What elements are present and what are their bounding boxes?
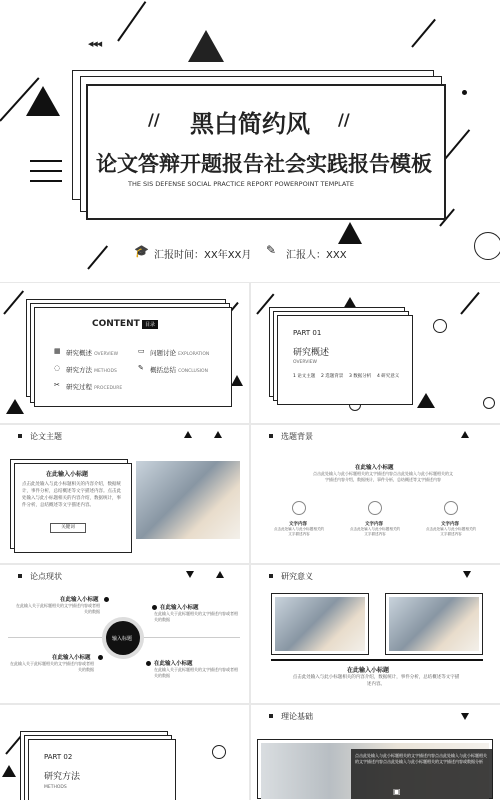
laptop-photo — [389, 597, 479, 651]
hero-slide — [0, 0, 500, 282]
deco-line — [87, 245, 108, 269]
deco-triangle — [231, 375, 243, 386]
deco-line — [117, 1, 146, 41]
status-block-body: 在此输入关于此标题相关的文字描述内容或者相关的数据 — [154, 667, 238, 678]
graduation-cap-icon: 🎓 — [134, 244, 149, 258]
header-square — [269, 434, 273, 438]
part01-slide — [251, 283, 500, 423]
deco-circle — [483, 397, 495, 409]
deco-triangle — [184, 431, 192, 438]
status-block-body: 在此输入关于此标题相关的文字描述内容或者相关的数据 — [16, 603, 100, 614]
background-col-title: 文字内容 — [441, 522, 459, 527]
topic-slide — [0, 425, 249, 563]
header-square — [18, 574, 22, 578]
deco-triangle — [216, 571, 224, 578]
topic-sub: 在此输入小标题 — [46, 471, 89, 478]
hero-subtitle-en: THE SIS DEFENSE SOCIAL PRACTICE REPORT POWERPOINT TEMPLATE — [128, 180, 354, 188]
status-block-body: 在此输入关于此标题相关的文字描述内容或者相关的数据 — [10, 661, 94, 672]
status-block-title: 在此输入小标题 — [52, 655, 91, 661]
deco-dot — [462, 90, 467, 95]
deco-arrows: ◀◀◀ — [88, 40, 102, 48]
part02-en: METHODS — [44, 785, 67, 790]
part02-title: 研究方法 — [44, 772, 81, 782]
contents-item-4[interactable]: 研究过程 PROCEDURE — [66, 383, 123, 391]
deco-triangle — [461, 713, 469, 720]
status-block-title: 在此输入小标题 — [154, 661, 193, 667]
part02-slide — [0, 705, 249, 800]
deco-circle — [212, 745, 226, 759]
part01-item-0[interactable]: 1 论文主题 — [293, 374, 316, 379]
deco-triangle — [214, 431, 222, 438]
deco-circle — [474, 232, 500, 260]
contents-badge: 目录 — [142, 320, 158, 329]
chat-icon: ▭ — [138, 347, 145, 355]
bulb-icon: ◌ — [54, 364, 61, 372]
deco-triangle — [417, 393, 435, 408]
part01-item-3[interactable]: 4 研究意义 — [377, 374, 400, 379]
deco-line — [444, 129, 470, 159]
meaning-body: 点击此处输入与此小标题相关的内容介绍，数据统计，事件分析，总结概述等文字描述内容。 — [292, 675, 460, 687]
underline — [271, 659, 483, 661]
theory-header: 理论基础 — [281, 712, 313, 721]
status-block-body: 在此输入关于此标题相关的文字描述内容或者相关的数据 — [154, 611, 238, 622]
part02-num: PART 02 — [44, 753, 73, 761]
circle-icon — [292, 501, 306, 515]
background-col-body: 点击此处输入与此小标题相关的文字描述内容 — [425, 527, 477, 536]
status-header: 论点现状 — [30, 572, 62, 581]
deco-triangle — [2, 765, 16, 777]
deco-dash — [30, 180, 62, 182]
meaning-sub: 在此输入小标题 — [347, 667, 390, 674]
scissors-icon: ✂ — [54, 381, 60, 389]
hero-slashes-right: // — [338, 110, 350, 129]
topic-keyword-button[interactable]: 关键词 — [50, 523, 86, 533]
contents-slide — [0, 283, 249, 423]
deco-dash — [30, 160, 62, 162]
deco-line — [3, 290, 24, 314]
hero-main-title: 论文答辩开题报告社会实践报告模板 — [96, 152, 432, 176]
deco-dash — [30, 170, 62, 172]
circle-icon — [444, 501, 458, 515]
deco-line — [460, 292, 480, 315]
topic-body: 点击此处输入与此小标题相关的内容介绍，数据统计，事件分析，总结概述等文字描述内容。点击此处输入与此小标题相关的内容介绍，数据统计，事件分析，总结概述等文字描述内容。 — [22, 482, 121, 508]
deco-triangle — [463, 571, 471, 578]
contents-title: CONTENT — [92, 319, 140, 329]
deco-triangle — [338, 222, 362, 244]
typing-photo — [136, 461, 240, 539]
pen-icon: ✎ — [266, 243, 277, 257]
background-col-body: 点击此处输入与此小标题相关的文字描述内容 — [273, 527, 325, 536]
deco-triangle — [186, 571, 194, 578]
contents-item-2[interactable]: 研究方法 METHODS — [66, 366, 117, 374]
part01-num: PART 01 — [293, 329, 322, 337]
deco-triangle — [26, 86, 60, 116]
background-col-title: 文字内容 — [365, 522, 383, 527]
part01-en: OVERVIEW — [293, 360, 317, 365]
background-col-body: 点击此处输入与此小标题相关的文字描述内容 — [349, 527, 401, 536]
typing-photo — [275, 597, 365, 651]
meaning-slide — [251, 565, 500, 703]
hero-time-label: 汇报时间：XX年XX月 — [154, 250, 252, 261]
hero-reporter-label: 汇报人：XXX — [286, 250, 347, 261]
background-sub: 在此输入小标题 — [355, 465, 394, 471]
status-block-title: 在此输入小标题 — [60, 597, 99, 603]
contents-item-1[interactable]: 问题讨论 EXPLORATION — [150, 349, 210, 357]
monitor-icon: ▦ — [54, 347, 61, 355]
status-bullet — [98, 655, 103, 660]
deco-circle — [433, 319, 447, 333]
background-slide — [251, 425, 500, 563]
header-square — [269, 714, 273, 718]
status-bullet — [104, 597, 109, 602]
hero-style-title: 黑白简约风 — [190, 110, 310, 138]
contents-item-0[interactable]: 研究概述 OVERVIEW — [66, 349, 119, 357]
circle-icon — [368, 501, 382, 515]
status-center-label: 输入标题 — [112, 636, 133, 642]
contents-item-3[interactable]: 概括总结 CONCLUSION — [150, 366, 208, 374]
monitor-icon: ▣ — [393, 787, 401, 796]
part01-title: 研究概述 — [293, 348, 330, 358]
meaning-header: 研究意义 — [281, 572, 313, 581]
theory-body: 点击此处输入与此小标题相关的文字描述内容点击此处输入与此小标题相关的文字描述内容点击此处输入与此小标题相关的文字描述内容或数据分析 — [355, 753, 487, 764]
deco-triangle — [6, 399, 24, 414]
pencil-icon: ✎ — [138, 364, 144, 372]
deco-triangle-dotted — [188, 30, 224, 62]
deco-triangle — [461, 431, 469, 438]
background-col-title: 文字内容 — [289, 522, 307, 527]
header-square — [269, 574, 273, 578]
deco-line — [411, 19, 436, 48]
part01-item-1[interactable]: 2 选题背景 — [321, 374, 344, 379]
background-header: 选题背景 — [281, 432, 313, 441]
status-bullet — [146, 661, 151, 666]
header-square — [18, 434, 22, 438]
status-bullet — [152, 605, 157, 610]
topic-header: 论文主题 — [30, 432, 62, 441]
background-intro: 点击此处输入与此小标题相关的文字描述内容点击此处输入与此小标题相关的文字描述内容介绍，数据统计，事件分析，总结概述等文字描述内容 — [313, 471, 453, 482]
part01-item-2[interactable]: 3 数据分析 — [349, 374, 372, 379]
theory-slide — [251, 705, 500, 800]
status-block-title: 在此输入小标题 — [160, 605, 199, 611]
hero-slashes-left: // — [148, 110, 160, 129]
status-slide — [0, 565, 249, 703]
